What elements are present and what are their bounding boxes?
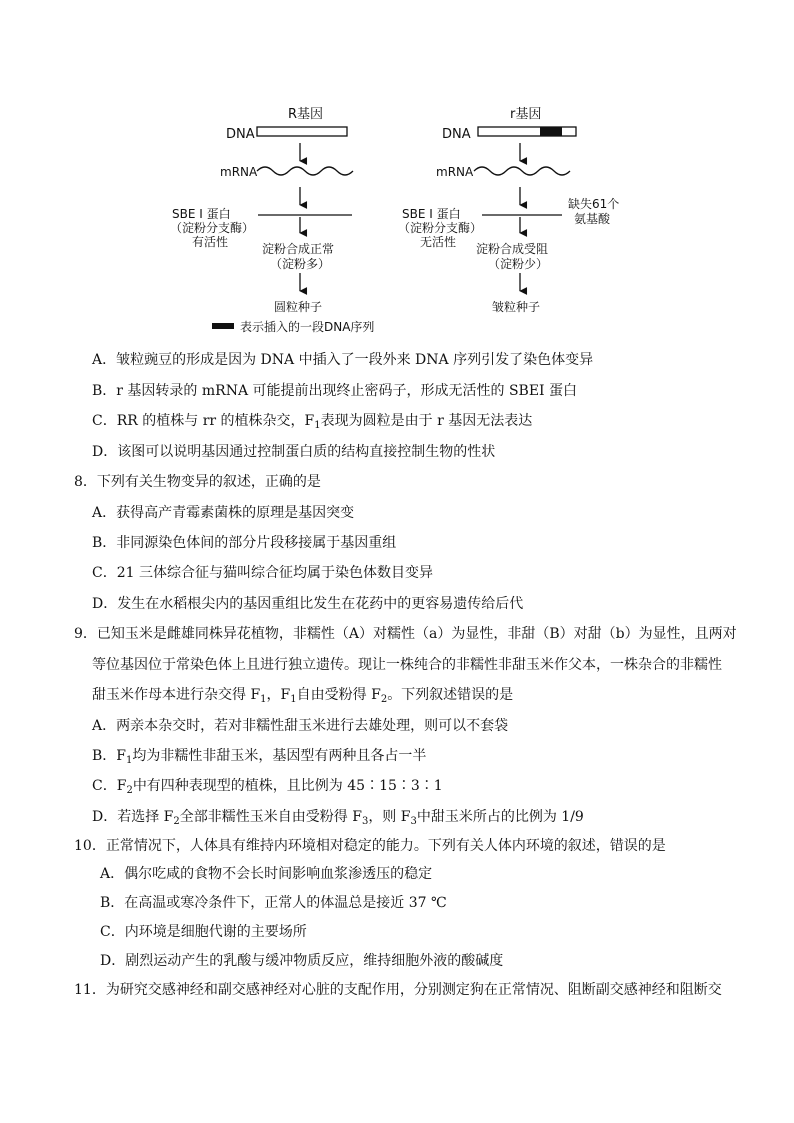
q9-c-text-1: C．F bbox=[92, 778, 127, 794]
q7-c-text-1: C．RR 的植株与 rr 的植株杂交，F bbox=[92, 413, 315, 429]
q7-option-b: B．r 基因转录的 mRNA 可能提前出现终止密码子，形成无活性的 SBEI 蛋白 bbox=[92, 383, 578, 399]
legend-swatch bbox=[212, 323, 234, 329]
left-result-1: 淀粉合成正常 bbox=[262, 242, 335, 256]
q9-d-sub3: 3 bbox=[410, 816, 417, 827]
q10-option-a: A．偶尔吃咸的食物不会长时间影响血浆渗透压的稳定 bbox=[100, 866, 433, 882]
q9-s3-b: ，F bbox=[266, 687, 291, 703]
left-result-2: （淀粉多） bbox=[270, 257, 331, 271]
left-seed: 圆粒种子 bbox=[274, 300, 323, 314]
q9-d-text-3: ，则 F bbox=[368, 809, 411, 825]
q10-stem: 10．正常情况下，人体具有维持内环境相对稳定的能力。下列有关人体内环境的叙述，错误的是 bbox=[74, 838, 666, 854]
right-missing-2: 氨基酸 bbox=[574, 212, 611, 226]
q9-s3-d: 。下列叙述错误的是 bbox=[387, 687, 514, 703]
left-dna-label: DNA bbox=[226, 127, 255, 142]
right-protein-name: SBE Ⅰ 蛋白 bbox=[402, 207, 461, 221]
right-gene-label: r基因 bbox=[510, 107, 542, 122]
q9-s3-sub2: 1 bbox=[290, 694, 297, 705]
q9-s3-c: 自由受粉得 F bbox=[296, 687, 381, 703]
left-protein-name: SBE Ⅰ 蛋白 bbox=[172, 207, 231, 221]
right-protein-note: （淀粉分支酶） bbox=[398, 221, 483, 235]
q8-option-a: A．获得高产青霉素菌株的原理是基因突变 bbox=[92, 505, 355, 521]
q9-d-sub2: 3 bbox=[361, 816, 369, 827]
legend-label: 表示插入的一段DNA序列 bbox=[240, 320, 375, 334]
q9-option-c bbox=[92, 776, 443, 796]
q9-d-sub1: 2 bbox=[173, 816, 180, 827]
q7-option-d: D．该图可以说明基因通过控制蛋白质的结构直接控制生物的性状 bbox=[92, 444, 496, 460]
right-protein-activity: 无活性 bbox=[420, 235, 457, 249]
q10-option-b: B．在高温或寒冷条件下，正常人的体温总是接近 37 ℃ bbox=[100, 895, 447, 911]
q9-stem-2: 等位基因位于常染色体上且进行独立遗传。现让一株纯合的非糯性非甜玉米作父本，一株杂合的非糯性 bbox=[92, 657, 722, 673]
q9-stem-3 bbox=[92, 685, 513, 705]
left-dna-bar bbox=[257, 127, 347, 136]
q10-option-c: C．内环境是细胞代谢的主要场所 bbox=[100, 924, 307, 940]
left-gene-label: R基因 bbox=[288, 107, 324, 122]
left-protein-note: （淀粉分支酶） bbox=[170, 221, 255, 235]
q9-d-text-1: D．若选择 F bbox=[92, 809, 174, 825]
q9-s3-a: 甜玉米作母本进行杂交得 F bbox=[92, 687, 261, 703]
q8-option-c: C．21 三体综合征与猫叫综合征均属于染色体数目变异 bbox=[92, 565, 433, 581]
q9-b-sub: 1 bbox=[126, 755, 133, 766]
q8-stem: 8．下列有关生物变异的叙述，正确的是 bbox=[74, 474, 321, 490]
q7-c-sub: 1 bbox=[314, 420, 321, 431]
right-mrna-wave bbox=[474, 167, 570, 175]
right-dna-label: DNA bbox=[442, 127, 471, 142]
q9-c-text-2: 中有四种表现型的植株，且比例为 45∶15∶3∶1 bbox=[132, 778, 443, 794]
q9-b-text-1: B．F bbox=[92, 748, 127, 764]
q9-option-d bbox=[92, 807, 584, 827]
left-protein-activity: 有活性 bbox=[192, 235, 229, 249]
q9-stem-1: 9．已知玉米是雌雄同株异花植物，非糯性（A）对糯性（a）为显性，非甜（B）对甜（b）为显性，且两对 bbox=[74, 626, 737, 642]
right-mrna-label: mRNA bbox=[436, 165, 474, 179]
q8-option-d: D．发生在水稻根尖内的基因重组比发生在花药中的更容易遗传给后代 bbox=[92, 596, 524, 612]
q9-c-sub: 2 bbox=[126, 785, 133, 796]
right-missing-1: 缺失61个 bbox=[568, 197, 620, 211]
right-dna-insert bbox=[540, 127, 562, 136]
gene-expression-figure bbox=[170, 105, 630, 345]
q9-d-text-4: 中甜玉米所占的比例为 1/9 bbox=[416, 809, 584, 825]
q11-stem: 11．为研究交感神经和副交感神经对心脏的支配作用，分别测定狗在正常情况、阻断副交感神经和阻断交 bbox=[74, 982, 722, 998]
q9-d-text-2: 全部非糯性玉米自由受粉得 F bbox=[179, 809, 362, 825]
q7-option-c bbox=[92, 411, 532, 431]
left-mrna-wave bbox=[257, 167, 353, 175]
right-result-1: 淀粉合成受阻 bbox=[476, 242, 549, 256]
left-mrna-label: mRNA bbox=[220, 165, 258, 179]
q9-option-b bbox=[92, 746, 426, 766]
q7-c-text-2: 表现为圆粒是由于 r 基因无法表达 bbox=[320, 413, 533, 429]
right-result-2: （淀粉少） bbox=[488, 257, 549, 271]
q9-option-a: A．两亲本杂交时，若对非糯性甜玉米进行去雄处理，则可以不套袋 bbox=[92, 718, 509, 734]
q9-s3-sub1: 1 bbox=[260, 694, 267, 705]
q9-s3-sub3: 2 bbox=[380, 694, 388, 705]
q9-b-text-2: 均为非糯性非甜玉米，基因型有两种且各占一半 bbox=[132, 748, 427, 764]
q8-option-b: B．非同源染色体间的部分片段移接属于基因重组 bbox=[92, 535, 397, 551]
q7-option-a: A．皱粒豌豆的形成是因为 DNA 中插入了一段外来 DNA 序列引发了染色体变异 bbox=[92, 352, 594, 368]
right-seed: 皱粒种子 bbox=[492, 300, 541, 314]
q10-option-d: D．剧烈运动产生的乳酸与缓冲物质反应，维持细胞外液的酸碱度 bbox=[100, 953, 504, 969]
